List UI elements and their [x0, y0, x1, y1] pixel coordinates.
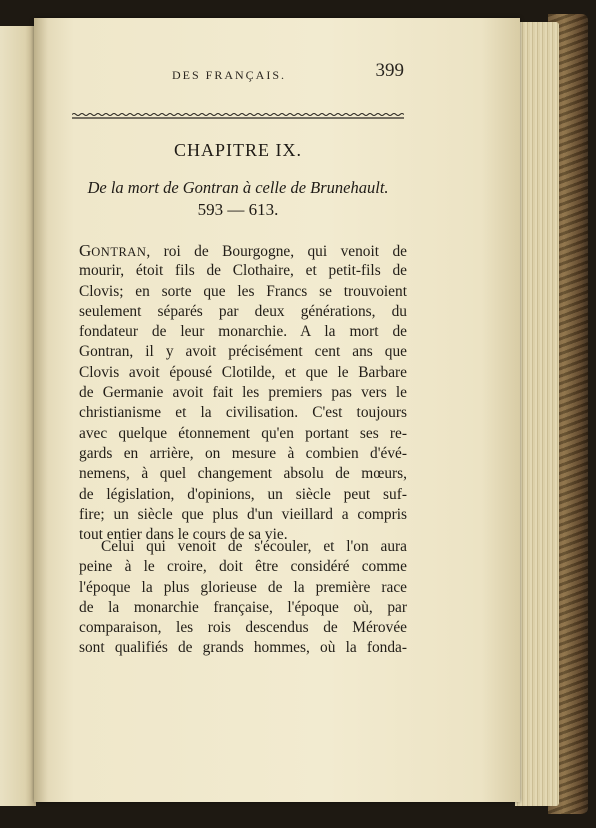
chapter-title: CHAPITRE IX. [174, 140, 302, 160]
text-line: de la monarchie française, l'époque où, par [79, 598, 407, 616]
text-line: l'époque la plus glorieuse de la première race [79, 578, 407, 596]
text-line: Celui qui venoit de s'écouler, et l'on aura [101, 538, 407, 555]
text-line: de Germanie avoit fait les premiers pas vers le [79, 384, 407, 402]
text-line: fondateur de leur monarchie. A la mort de [79, 323, 407, 341]
chapter-dates: 593 — 613. [197, 200, 279, 219]
page-header [72, 60, 404, 90]
text-line: peine à le croire, doit être considéré comme [79, 558, 407, 576]
text-line: fire; un siècle que plus d'un vieillard a compris [79, 505, 407, 523]
text-line: mourir, étoit fils de Clothaire, et petit-fils de [79, 262, 407, 280]
paragraph-2 [79, 537, 407, 659]
decorative-rule [72, 112, 404, 120]
page-number: 399 [375, 60, 404, 81]
initial-letter: G [79, 241, 92, 260]
text-line: Clovis; en sorte que les Francs se trouvoient [79, 282, 407, 300]
page-edges [515, 22, 559, 806]
text-line: nemens, à quel changement absolu de mœurs, [79, 465, 407, 483]
text-line: avec quelque étonnement qu'en portant ses re- [79, 424, 407, 442]
text-line: comparaison, les rois descendus de Mérovée [79, 619, 407, 637]
running-title: DES FRANÇAIS. [172, 68, 287, 82]
text-line [79, 241, 407, 261]
chapter-subtitle: De la mort de Gontran à celle de Brunehault. [87, 178, 389, 197]
paragraph-1 [79, 241, 407, 545]
text-line: Clovis avoit épousé Clotilde, et que le Barbare [79, 363, 407, 381]
text-line: tout entier dans le cours de sa vie. [79, 526, 288, 544]
text-line: christianisme et la civilisation. C'est toujours [79, 404, 407, 422]
text-line: seulement séparés par deux générations, du [79, 302, 407, 320]
text-line: gards en arrière, on mesure à combien d'évé- [79, 444, 407, 462]
text-line: Gontran, il y avoit précisément cent ans que [79, 343, 407, 361]
text-line: de législation, d'opinions, un siècle peut suf- [79, 485, 407, 503]
first-line-rest: , roi de Bourgogne, qui venoit de [146, 243, 407, 260]
text-line: sont qualifiés de grands hommes, où la fonda- [79, 639, 407, 657]
small-caps-word: ONTRAN [91, 245, 147, 259]
facing-page-edge [0, 26, 36, 806]
